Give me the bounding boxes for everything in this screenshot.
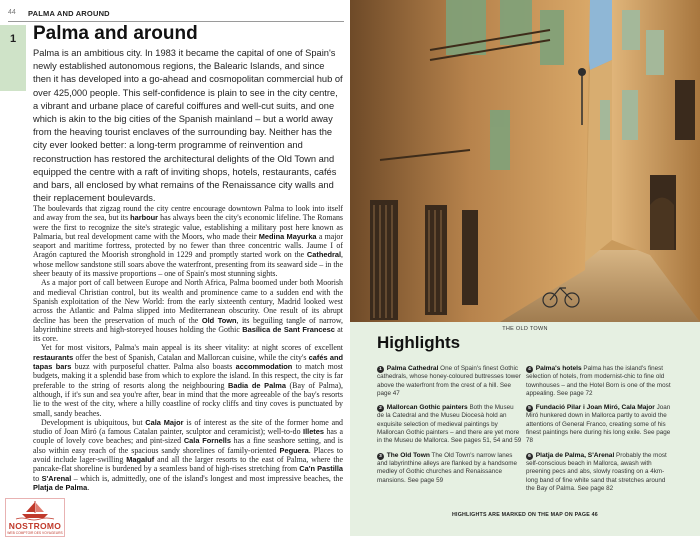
body-text: [33, 204, 343, 529]
body-paragraph: Yet for most visitors, Palma's main appeal is its sheer vitality: at night scores of excellent restaurants offer the best of Spanish, Catalan and Mallorcan cuisine, while the city's cafés and tapas bars buzz with purposeful chatter. Palma also boasts accommodation to match most budgets, making it a splendid base from which to explore the island. In this respect, the city is far preferable to the string of resorts along the neighbouring Badia de Palma (Bay of Palma), although, if it's sun and sea you're after, bear in mind that the more agreeable of the bay's resorts lie to the west of the city, where a hilly coastline of rocky cliffs and tiny coves is punctuated by small, sandy beaches.: [33, 343, 343, 418]
highlight-name: Mallorcan Gothic painters: [386, 404, 468, 412]
highlight-number-badge: 2: [377, 405, 384, 412]
highlight-number-badge: 3: [377, 453, 384, 460]
highlight-name: Palma Cathedral: [386, 365, 439, 372]
body-paragraph: The boulevards that zigzag round the city centre encourage downtown Palma to look into itself and away from the sea, but its harbour has always been the city's economic lifeline. The Romans were the first to recognize the site's strategic value, establishing a military post here known as Palmaria, but real development came with the Moors, who made their Medina Mayurka a major seaport and maritime fortress, protected by no fewer than three concentric walls. Jaume I of Aragón captured the Moorish stronghold in 1229 and promptly started work on the Cathedral, whose mellow sandstone still soars above the waterfront, presenting from its seaward side – in the sheer beauty of its massive proportions – one of Spain's most stunning sights.: [33, 204, 343, 279]
highlight-text: One of Spain's finest Gothic cathedrals, whose honey-coloured buttresses tower above the waterfront from the crest of a hill. See page 47: [377, 365, 521, 397]
page-number: 44: [8, 9, 16, 16]
body-paragraph: As a major port of call between Europe and North Africa, Palma boomed under both Moorish and medieval Christian control, but its wealth and prominence came to a sudden end with the Spanish exploitation of the New World: from the early sixteenth century, Madrid looked west across the Atlantic and Palma slipped into Mediterranean obscurity. One result of its abrupt decline has been the preservation of much of the Old Town, its beguiling tangle of narrow, labyrinthine streets and high-storeyed houses holding the Gothic Basílica de Sant Francesc at its core.: [33, 278, 343, 344]
watermark-logo: [5, 498, 65, 537]
highlight-item: [377, 404, 522, 445]
photo-caption: THE OLD TOWN: [502, 326, 548, 332]
highlight-item: [526, 404, 671, 445]
highlight-number-badge: 6: [526, 453, 533, 460]
highlight-name: The Old Town: [386, 451, 430, 459]
highlights-column-left: [377, 365, 522, 491]
page-title: Palma and around: [33, 23, 198, 44]
highlight-name: Platja de Palma, S'Arenal: [535, 451, 615, 459]
highlight-item: [377, 365, 522, 398]
highlight-name: Fundació Pilar i Joan Miró, Cala Major: [535, 404, 655, 412]
intro-paragraph: Palma is an ambitious city. In 1983 it became the capital of one of Spain's newly established autonomous regions, the Balearic Islands, and since then it has developed into a go-ahead and cosmopolitan commercial hub of over 425,000 people. This self-confidence is plain to see in the city centre, a vibrant and urbane place of careful coiffures and well-cut suits, and one which is akin to the big cities of the Spanish mainland – but a world away from the heaving tourist enclaves of the surrounding bay. Neither has the city ever looked better: a long-term programme of reinvention and reconstruction has restored the architectural delights of the Old Town and equipped the centre with a raft of inviting shops, hotels, restaurants, cafés and bars, all enclosed by what remains of the Renaissance city walls and their replacement boulevards.: [33, 48, 343, 204]
highlight-item: [526, 452, 671, 493]
body-paragraph: Development is ubiquitous, but Cala Major is of interest as the site of the former home and studio of Joan Miró (a famous Catalan painter, sculptor and ceramicist); well-to-do Illetes has a couple of lovely cove beaches; and pint-sized Cala Fornells has a fine seashore setting, and is also within easy reach of the spacious sandy shorelines of family-oriented Peguera. Places to avoid include lager-swilling Magaluf and all the larger resorts to the east of Palma, where the pancake-flat shoreline is burdened by a seamless band of high-rises stretching from Ca'n Pastilla to S'Arenal – which is, admittedly, one of the island's longest and most impressive beaches, the Platja de Palma.: [33, 417, 343, 492]
watermark-tagline: WEB COMPTOIR DES VOYAGEURS: [7, 531, 63, 535]
old-town-photo: [350, 0, 700, 322]
highlight-text: Probably the most self-conscious beach in Mallorca, awash with preening pecs and abs, slowly roasting on a 4km-long band of fine white sand that stretches around the Bay of Palma. See page 82: [526, 451, 667, 492]
section-title: PALMA AND AROUND: [28, 9, 110, 18]
chapter-number: 1: [10, 33, 17, 45]
highlight-text: Joan Miró hunkered down in Mallorca partly to avoid the attentions of General Franco, creating some of his finest paintings here during his long exile. See page 78: [526, 404, 671, 445]
running-head: [8, 9, 344, 22]
highlight-name: Palma's hotels: [535, 365, 582, 372]
watermark-name: NOSTROMO: [8, 521, 62, 531]
highlight-text: Both the Museu de la Catedral and the Museu Diocesà hold an exquisite selection of medieval paintings by Mallorcan Gothic painters – and there are yet more in the Museu de Mallorca. See pages 51, 54 and 59: [377, 404, 522, 445]
highlight-item: [526, 365, 671, 398]
highlight-number-badge: 1: [377, 366, 384, 373]
highlights-column-right: [526, 365, 671, 499]
right-page: [350, 0, 700, 538]
highlight-number-badge: 4: [526, 366, 533, 373]
highlight-text: Palma has the island's finest selection of hotels, from modernist-chic to fine old townhouses – and the Hotel Born is one of the most appealing. See page 72: [526, 365, 671, 397]
highlight-text: The Old Town's narrow lanes and labyrinthine alleys are flanked by a handsome medley of Gothic churches and Renaissance mansions. See page 59: [377, 451, 518, 484]
highlights-title: Highlights: [377, 333, 461, 352]
highlight-item: [377, 452, 522, 485]
chapter-tab: [0, 25, 26, 91]
highlight-number-badge: 5: [526, 405, 533, 412]
ship-logo-icon: [8, 499, 62, 521]
highlights-map-note: HIGHLIGHTS ARE MARKED ON THE MAP ON PAGE 46: [452, 512, 598, 518]
